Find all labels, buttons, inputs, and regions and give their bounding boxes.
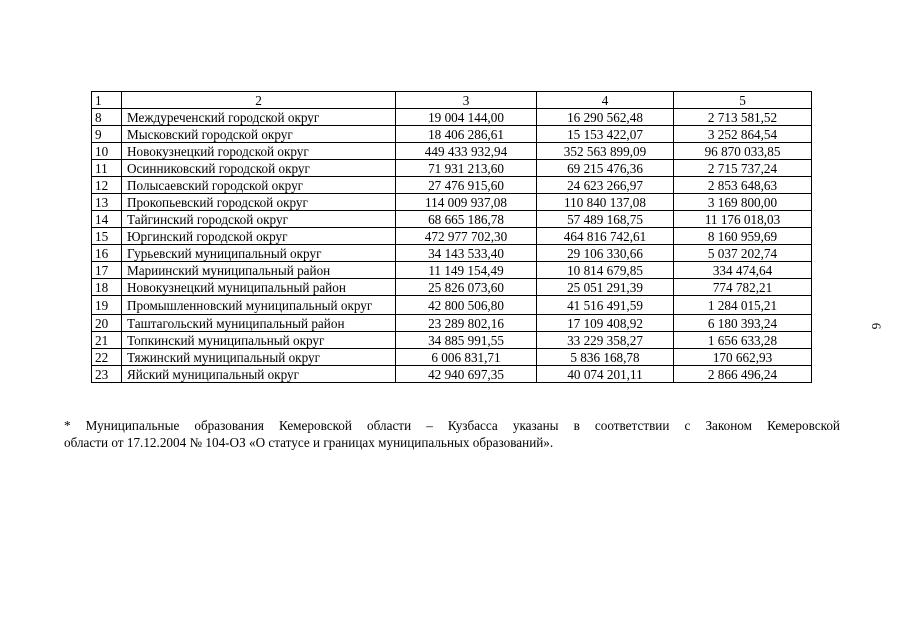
value-cell-col5: 3 169 800,00 [674,194,812,211]
table-header-row [92,92,812,109]
value-cell-col3: 27 476 915,60 [396,177,537,194]
header-cell-4: 4 [537,92,674,109]
municipality-name-cell: Тяжинский муниципальный округ [122,349,396,366]
municipality-name-cell: Яйский муниципальный округ [122,366,396,383]
value-cell-col5: 96 870 033,85 [674,143,812,160]
header-cell-3: 3 [396,92,537,109]
table-row [92,160,812,177]
municipal-data-table [91,91,812,383]
table-row [92,126,812,143]
municipality-name-cell: Полысаевский городской округ [122,177,396,194]
row-number-cell: 8 [92,109,122,126]
row-number-cell: 13 [92,194,122,211]
row-number-cell: 12 [92,177,122,194]
row-number-cell: 21 [92,332,122,349]
municipality-name-cell: Осинниковский городской округ [122,160,396,177]
table-row [92,366,812,383]
value-cell-col5: 774 782,21 [674,279,812,296]
table-row [92,315,812,332]
row-number-cell: 17 [92,262,122,279]
value-cell-col4: 5 836 168,78 [537,349,674,366]
value-cell-col4: 24 623 266,97 [537,177,674,194]
value-cell-col4: 69 215 476,36 [537,160,674,177]
value-cell-col4: 41 516 491,59 [537,296,674,315]
value-cell-col5: 2 866 496,24 [674,366,812,383]
value-cell-col5: 334 474,64 [674,262,812,279]
municipality-name-cell: Мысковский городской округ [122,126,396,143]
municipality-name-cell: Новокузнецкий муниципальный район [122,279,396,296]
value-cell-col5: 2 853 648,63 [674,177,812,194]
value-cell-col5: 2 713 581,52 [674,109,812,126]
value-cell-col3: 23 289 802,16 [396,315,537,332]
municipality-name-cell: Промышленновский муниципальный округ [122,296,396,315]
table-row [92,194,812,211]
footnote-line-1: * Муниципальные образования Кемеровской области – Кузбасса указаны в соответствии с Законом Кемеровской [64,418,840,433]
table-row [92,349,812,366]
municipality-name-cell: Мариинский муниципальный район [122,262,396,279]
value-cell-col3: 114 009 937,08 [396,194,537,211]
footnote-line-2: области от 17.12.2004 № 104-ОЗ «О статусе и границах муниципальных образований». [64,435,554,450]
value-cell-col5: 3 252 864,54 [674,126,812,143]
row-number-cell: 23 [92,366,122,383]
table-body [92,92,812,383]
row-number-cell: 19 [92,296,122,315]
value-cell-col4: 15 153 422,07 [537,126,674,143]
value-cell-col5: 1 284 015,21 [674,296,812,315]
footnote [64,417,840,451]
header-cell-1: 1 [92,92,122,109]
municipality-name-cell: Топкинский муниципальный округ [122,332,396,349]
table-row [92,332,812,349]
value-cell-col3: 25 826 073,60 [396,279,537,296]
row-number-cell: 18 [92,279,122,296]
value-cell-col3: 42 940 697,35 [396,366,537,383]
value-cell-col3: 11 149 154,49 [396,262,537,279]
header-cell-5: 5 [674,92,812,109]
value-cell-col3: 68 665 186,78 [396,211,537,228]
table-row [92,143,812,160]
value-cell-col4: 17 109 408,92 [537,315,674,332]
municipality-name-cell: Гурьевский муниципальный округ [122,245,396,262]
municipality-name-cell: Междуреченский городской округ [122,109,396,126]
row-number-cell: 15 [92,228,122,245]
value-cell-col5: 5 037 202,74 [674,245,812,262]
table-row [92,279,812,296]
municipality-name-cell: Юргинский городской округ [122,228,396,245]
row-number-cell: 20 [92,315,122,332]
value-cell-col5: 6 180 393,24 [674,315,812,332]
value-cell-col3: 34 885 991,55 [396,332,537,349]
value-cell-col4: 25 051 291,39 [537,279,674,296]
value-cell-col3: 42 800 506,80 [396,296,537,315]
value-cell-col4: 16 290 562,48 [537,109,674,126]
value-cell-col3: 472 977 702,30 [396,228,537,245]
value-cell-col5: 2 715 737,24 [674,160,812,177]
table-row [92,177,812,194]
value-cell-col3: 6 006 831,71 [396,349,537,366]
value-cell-col4: 352 563 899,09 [537,143,674,160]
value-cell-col5: 170 662,93 [674,349,812,366]
row-number-cell: 9 [92,126,122,143]
value-cell-col3: 71 931 213,60 [396,160,537,177]
row-number-cell: 11 [92,160,122,177]
municipality-name-cell: Прокопьевский городской округ [122,194,396,211]
table-row [92,262,812,279]
value-cell-col4: 33 229 358,27 [537,332,674,349]
table-row [92,211,812,228]
municipality-name-cell: Новокузнецкий городской округ [122,143,396,160]
page-number: 6 [869,322,884,330]
value-cell-col4: 110 840 137,08 [537,194,674,211]
table-row [92,109,812,126]
value-cell-col4: 29 106 330,66 [537,245,674,262]
value-cell-col4: 57 489 168,75 [537,211,674,228]
value-cell-col3: 19 004 144,00 [396,109,537,126]
value-cell-col4: 464 816 742,61 [537,228,674,245]
row-number-cell: 16 [92,245,122,262]
value-cell-col5: 11 176 018,03 [674,211,812,228]
value-cell-col5: 1 656 633,28 [674,332,812,349]
value-cell-col4: 10 814 679,85 [537,262,674,279]
value-cell-col3: 18 406 286,61 [396,126,537,143]
municipality-name-cell: Таштагольский муниципальный район [122,315,396,332]
row-number-cell: 10 [92,143,122,160]
table-row [92,245,812,262]
table-row [92,296,812,315]
value-cell-col3: 449 433 932,94 [396,143,537,160]
value-cell-col3: 34 143 533,40 [396,245,537,262]
row-number-cell: 14 [92,211,122,228]
row-number-cell: 22 [92,349,122,366]
table-row [92,228,812,245]
municipality-name-cell: Тайгинский городской округ [122,211,396,228]
value-cell-col5: 8 160 959,69 [674,228,812,245]
value-cell-col4: 40 074 201,11 [537,366,674,383]
header-cell-2: 2 [122,92,396,109]
